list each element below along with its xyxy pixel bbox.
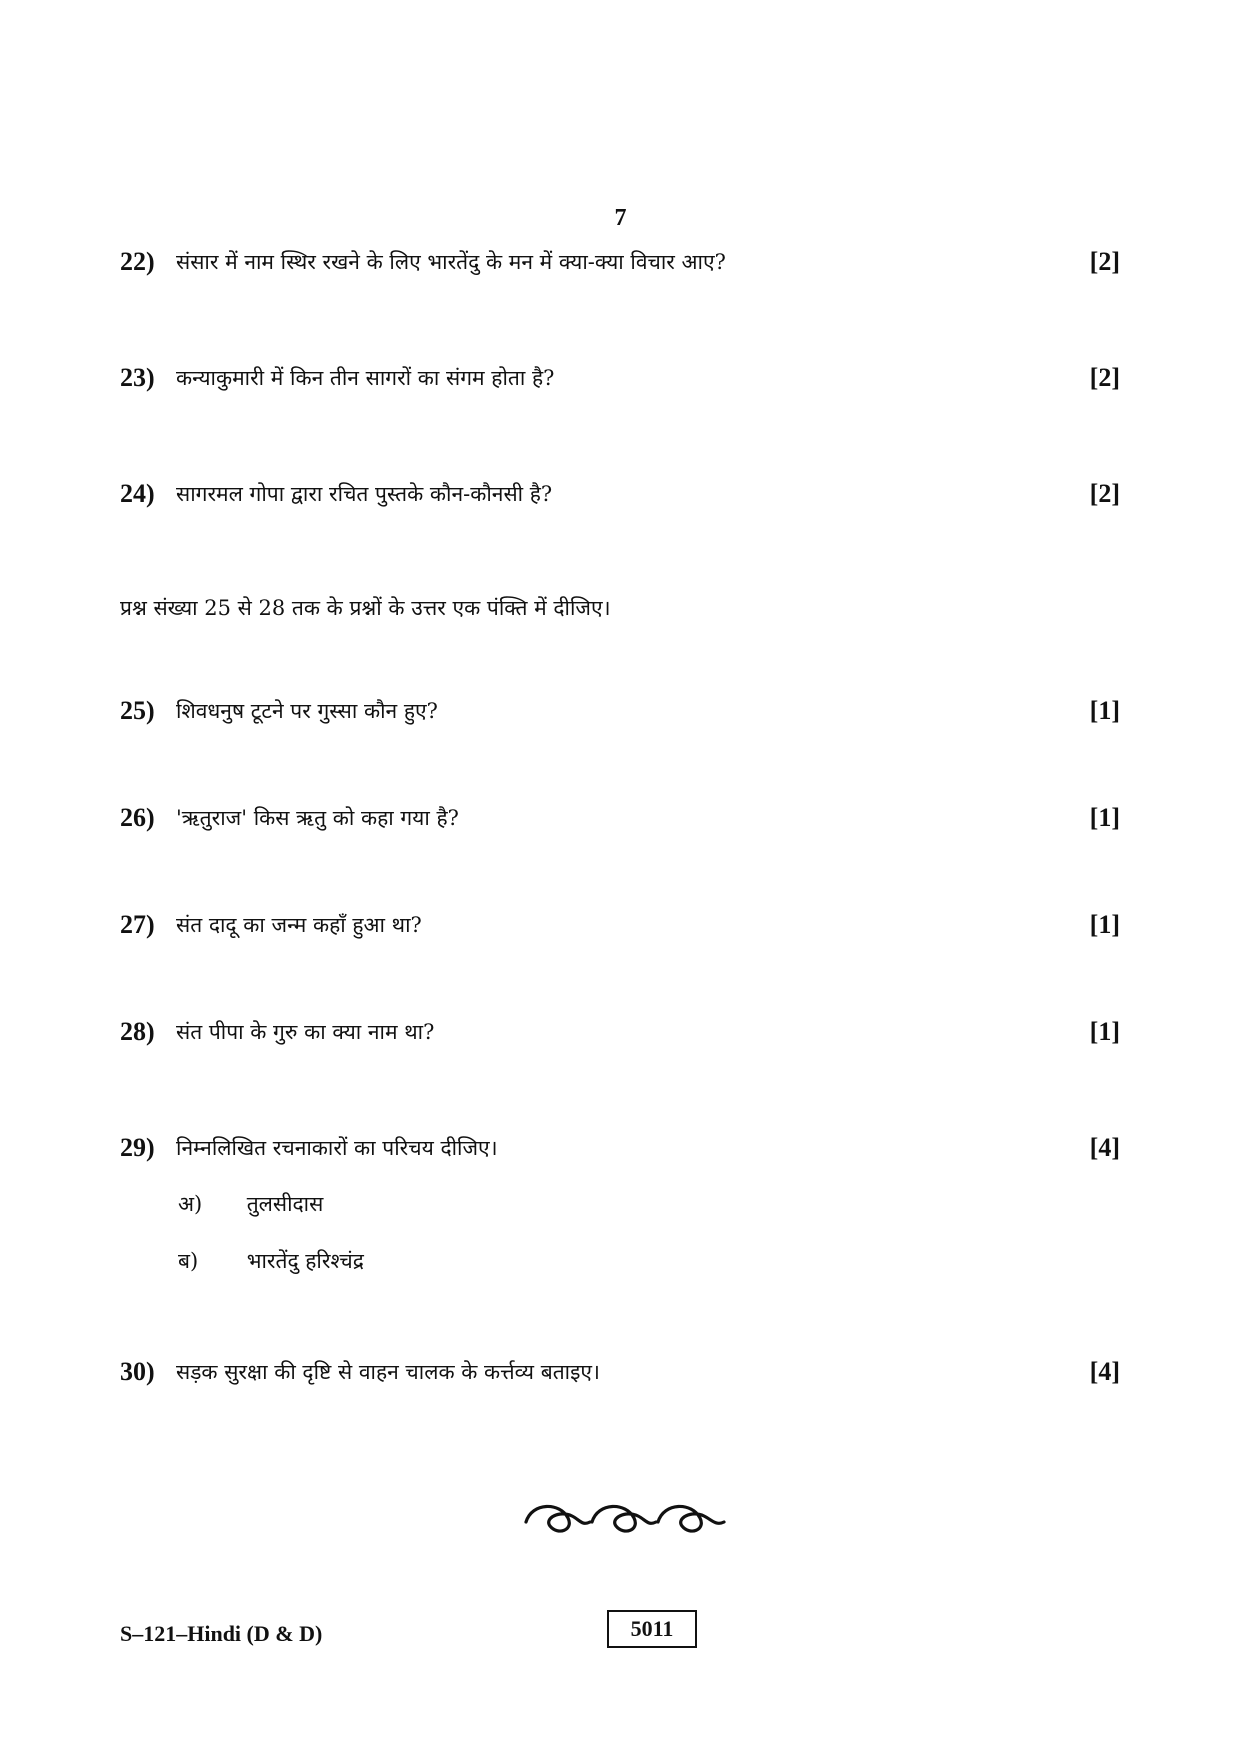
question-23 xyxy=(120,358,1120,398)
question-25 xyxy=(120,691,1120,731)
sub-item-label: ब) xyxy=(178,1249,199,1273)
question-text: सागरमल गोपा द्वारा रचित पुस्तके कौन-कौनसी है? xyxy=(176,482,553,506)
question-marks: [2] xyxy=(1089,247,1120,276)
question-number: 30) xyxy=(120,1357,155,1386)
question-number: 23) xyxy=(120,363,155,392)
question-27 xyxy=(120,905,1120,945)
question-number: 24) xyxy=(120,479,155,508)
question-text: सड़क सुरक्षा की दृष्टि से वाहन चालक के कर्त्तव्य बताइए। xyxy=(176,1360,601,1384)
page-number: 7 xyxy=(614,205,627,231)
sub-item-text: भारतेंदु हरिश्चंद्र xyxy=(246,1249,364,1273)
question-text: संसार में नाम स्थिर रखने के लिए भारतेंदु के मन में क्या-क्या विचार आए? xyxy=(176,250,726,274)
sub-item-a xyxy=(178,1184,323,1224)
question-22 xyxy=(120,242,1120,282)
end-ornament-icon xyxy=(520,1492,730,1542)
question-marks: [1] xyxy=(1089,910,1120,939)
question-28 xyxy=(120,1012,1120,1052)
question-number: 27) xyxy=(120,910,155,939)
question-marks: [1] xyxy=(1089,696,1120,725)
footer-paper-code: S–121–Hindi (D & D) xyxy=(120,1621,323,1646)
instruction: प्रश्न संख्या 25 से 28 तक के प्रश्नों के उत्तर एक पंक्ति में दीजिए। xyxy=(120,596,611,620)
footer-page-code-box: 5011 xyxy=(607,1610,697,1648)
question-marks: [2] xyxy=(1089,479,1120,508)
question-24 xyxy=(120,474,1120,514)
sub-item-b xyxy=(178,1241,364,1281)
question-number: 25) xyxy=(120,696,155,725)
question-marks: [4] xyxy=(1089,1357,1120,1386)
question-text: 'ऋतुराज' किस ऋतु को कहा गया है? xyxy=(176,806,459,830)
question-30 xyxy=(120,1352,1120,1392)
question-text: संत पीपा के गुरु का क्या नाम था? xyxy=(176,1020,435,1044)
question-29 xyxy=(120,1128,1120,1168)
sub-item-label: अ) xyxy=(178,1192,203,1216)
question-number: 28) xyxy=(120,1017,155,1046)
question-marks: [2] xyxy=(1089,363,1120,392)
question-number: 29) xyxy=(120,1133,155,1162)
sub-item-text: तुलसीदास xyxy=(246,1192,324,1216)
question-text: शिवधनुष टूटने पर गुस्सा कौन हुए? xyxy=(176,699,438,723)
question-marks: [1] xyxy=(1089,803,1120,832)
question-number: 22) xyxy=(120,247,155,276)
question-marks: [1] xyxy=(1089,1017,1120,1046)
question-text: निम्नलिखित रचनाकारों का परिचय दीजिए। xyxy=(176,1136,498,1160)
question-26 xyxy=(120,798,1120,838)
question-marks: [4] xyxy=(1089,1133,1120,1162)
question-text: कन्याकुमारी में किन तीन सागरों का संगम होता है? xyxy=(176,366,555,390)
question-text: संत दादू का जन्म कहाँ हुआ था? xyxy=(176,913,422,937)
question-number: 26) xyxy=(120,803,155,832)
